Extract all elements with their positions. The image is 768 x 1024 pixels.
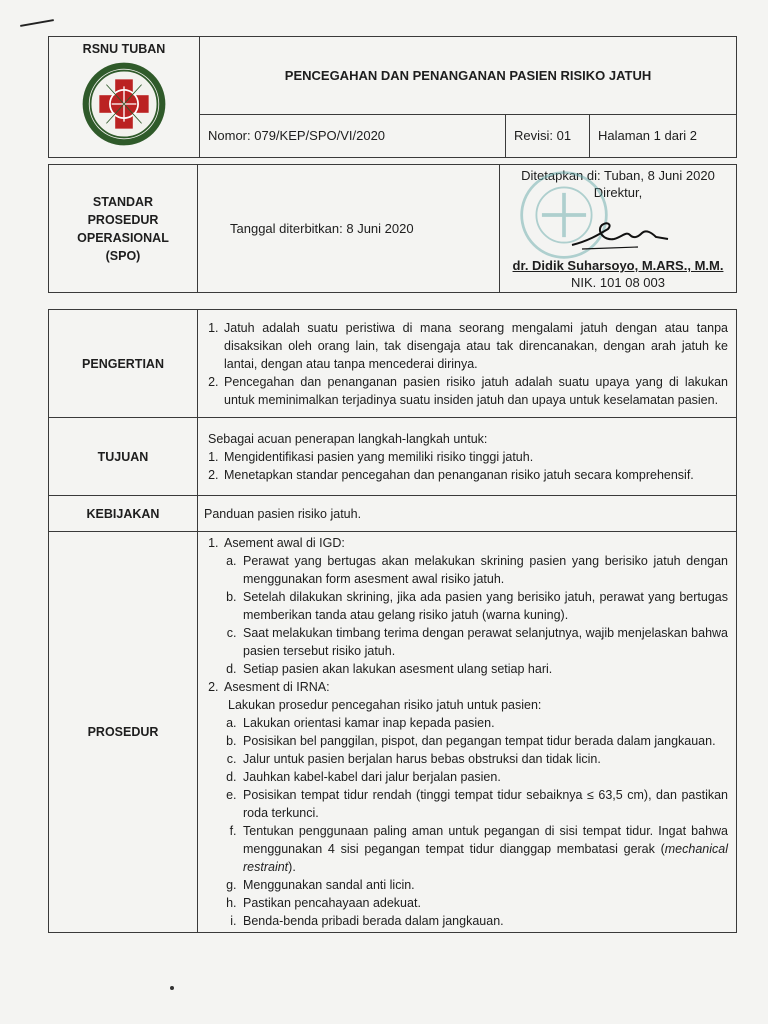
prosedur-list (204, 534, 728, 930)
list-item: g. Menggunakan sandal anti licin. (240, 876, 728, 894)
list-item: c. Jalur untuk pasien berjalan harus bebas obstruksi dan tidak licin. (240, 750, 728, 768)
list-item: b. Setelah dilakukan skrining, jika ada pasien yang berisiko jatuh, perawat yang bertugas memberikan tanda atau gelang risiko jatuh (warna kuning). (240, 588, 728, 624)
approval-cell (500, 165, 737, 293)
tujuan-label: TUJUAN (49, 418, 198, 496)
spo-table (48, 164, 737, 293)
director-nik: NIK. 101 08 003 (571, 275, 665, 290)
step2-list (224, 714, 728, 930)
list-item: h. Pastikan pencahayaan adekuat. (240, 894, 728, 912)
item-text: Tentukan penggunaan paling aman untuk pegangan di sisi tempat tidur. Ingat bahwa menggunakan 4 sisi pegangan tempat tidur dianggap membatasi gerak ( (243, 824, 728, 856)
ditetapkan-text: Ditetapkan di: Tuban, 8 Juni 2020 (521, 168, 715, 183)
step-title: Asement awal di IGD: (224, 536, 345, 550)
step1-list (224, 552, 728, 678)
kebijakan-content: Panduan pasien risiko jatuh. (198, 496, 737, 532)
direktur-text: Direktur, (593, 185, 643, 200)
hospital-cell (49, 37, 200, 158)
scan-mark (20, 19, 54, 27)
pengertian-list (204, 319, 728, 409)
list-item: 2. Menetapkan standar pencegahan dan penanganan risiko jatuh secara komprehensif. (222, 466, 728, 484)
nomor-cell: Nomor: 079/KEP/SPO/VI/2020 (200, 114, 506, 157)
header-table (48, 36, 737, 158)
spo-label (49, 165, 198, 293)
document-title: PENCEGAHAN DAN PENANGANAN PASIEN RISIKO JATUH (200, 37, 737, 115)
list-item (222, 534, 728, 678)
spo-label-line: PROSEDUR (87, 212, 159, 227)
tujuan-list (204, 448, 728, 484)
spo-label-line: (SPO) (105, 248, 141, 263)
director-name: dr. Didik Suharsoyo, M.ARS., M.M. (512, 258, 724, 273)
pengertian-label: PENGERTIAN (49, 310, 198, 418)
step2-intro: Lakukan prosedur pencegahan risiko jatuh untuk pasien: (228, 698, 542, 712)
list-item: e. Posisikan tempat tidur rendah (tinggi tempat tidur sebaiknya ≤ 63,5 cm), dan pastikan roda terkunci. (240, 786, 728, 822)
spo-label-line: OPERASIONAL (77, 230, 169, 245)
list-item: d. Setiap pasien akan lakukan asesment ulang setiap hari. (240, 660, 728, 678)
list-item: d. Jauhkan kabel-kabel dari jalur berjalan pasien. (240, 768, 728, 786)
tanggal-diterbitkan: Tanggal diterbitkan: 8 Juni 2020 (198, 165, 500, 293)
list-item: i. Benda-benda pribadi berada dalam jangkauan. (240, 912, 728, 930)
list-item (222, 678, 728, 930)
prosedur-label: PROSEDUR (49, 532, 198, 933)
procedure-table (48, 309, 737, 933)
list-item: c. Saat melakukan timbang terima dengan perawat selanjutnya, wajib menjelaskan bahwa pasien tersebut risiko jatuh. (240, 624, 728, 660)
step-title: Asesment di IRNA: (224, 680, 330, 694)
item-italic-text: mechanical restraint (243, 842, 728, 874)
list-item (240, 822, 728, 876)
spo-label-line: STANDAR (92, 194, 154, 209)
tujuan-content (198, 418, 737, 496)
prosedur-content (198, 532, 737, 933)
hospital-name: RSNU TUBAN (82, 42, 166, 56)
hospital-logo (80, 60, 168, 148)
pengertian-content (198, 310, 737, 418)
signature-icon (568, 215, 672, 253)
list-item: a. Perawat yang bertugas akan melakukan skrining pasien yang berisiko jatuh dengan menggunakan form asesment awal risiko jatuh. (240, 552, 728, 588)
tujuan-intro: Sebagai acuan penerapan langkah-langkah untuk: (208, 431, 488, 446)
list-item: 2. Pencegahan dan penanganan pasien risiko jatuh adalah suatu upaya yang di lakukan untuk meminimalkan terjadinya suatu insiden jatuh dan upaya untuk keselamatan pasien. (222, 373, 728, 409)
list-item: 1. Jatuh adalah suatu peristiwa di mana seorang mengalami jatuh dengan atau tanpa disaksikan oleh orang lain, tak disengaja atau tak direncanakan, dengan arah jatuh ke lantai, dengan atau tanpa mencederai dirinya. (222, 319, 728, 373)
list-item: a. Lakukan orientasi kamar inap kepada pasien. (240, 714, 728, 732)
revisi-cell: Revisi: 01 (506, 114, 590, 157)
list-item: 1. Mengidentifikasi pasien yang memiliki risiko tinggi jatuh. (222, 448, 728, 466)
list-item: b. Posisikan bel panggilan, pispot, dan pegangan tempat tidur berada dalam jangkauan. (240, 732, 728, 750)
scan-dot (170, 986, 174, 990)
halaman-cell: Halaman 1 dari 2 (590, 114, 737, 157)
item-text: ). (288, 860, 296, 874)
kebijakan-label: KEBIJAKAN (49, 496, 198, 532)
